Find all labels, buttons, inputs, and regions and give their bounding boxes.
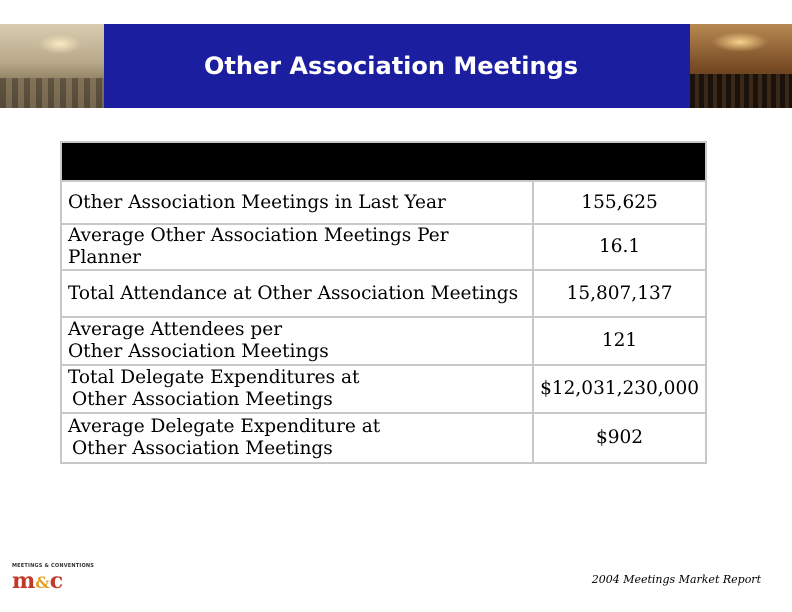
table-row xyxy=(61,270,706,317)
row-value: 15,807,137 xyxy=(533,270,706,317)
logo-mark-c: c xyxy=(49,568,64,594)
row-label-line: Average Delegate Expenditure at xyxy=(68,416,381,437)
ballroom-photo-left xyxy=(0,24,104,108)
table-row xyxy=(61,317,706,365)
logo-mark-amp: & xyxy=(35,573,50,592)
logo-mark xyxy=(12,570,92,594)
row-label: Total Attendance at Other Association Meetings xyxy=(61,270,533,317)
row-label-line: Total Delegate Expenditures at xyxy=(68,367,360,388)
table-row xyxy=(61,224,706,270)
table-row xyxy=(61,365,706,413)
row-value: $12,031,230,000 xyxy=(533,365,706,413)
row-value: 121 xyxy=(533,317,706,365)
row-label xyxy=(61,365,533,413)
auditorium-photo-right xyxy=(690,24,792,108)
page-title: Other Association Meetings xyxy=(203,52,579,80)
logo-mark-m: m xyxy=(12,568,36,594)
row-label-line: Other Association Meetings xyxy=(72,389,333,410)
table-row xyxy=(61,181,706,224)
row-label-line: Other Association Meetings xyxy=(68,341,329,362)
table-header-cell xyxy=(61,142,706,181)
row-value: 155,625 xyxy=(533,181,706,224)
row-label-line: Other Association Meetings xyxy=(72,438,333,459)
title-box xyxy=(104,24,690,108)
row-value: $902 xyxy=(533,413,706,463)
row-label: Other Association Meetings in Last Year xyxy=(61,181,533,224)
row-label: Average Other Association Meetings Per Planner xyxy=(61,224,533,270)
header-banner xyxy=(0,24,792,108)
row-label xyxy=(61,413,533,463)
table-header-row xyxy=(61,142,706,181)
mc-logo xyxy=(12,563,95,594)
statistics-table xyxy=(60,141,707,464)
row-value: 16.1 xyxy=(533,224,706,270)
ballroom-chairs-graphic xyxy=(0,78,104,108)
footer-report-title: 2004 Meetings Market Report xyxy=(591,573,761,586)
row-label xyxy=(61,317,533,365)
logo-tagline: MEETINGS & CONVENTIONS xyxy=(12,563,95,569)
table-row xyxy=(61,413,706,463)
row-label-line: Average Attendees per xyxy=(68,319,283,340)
auditorium-crowd-graphic xyxy=(690,74,792,108)
